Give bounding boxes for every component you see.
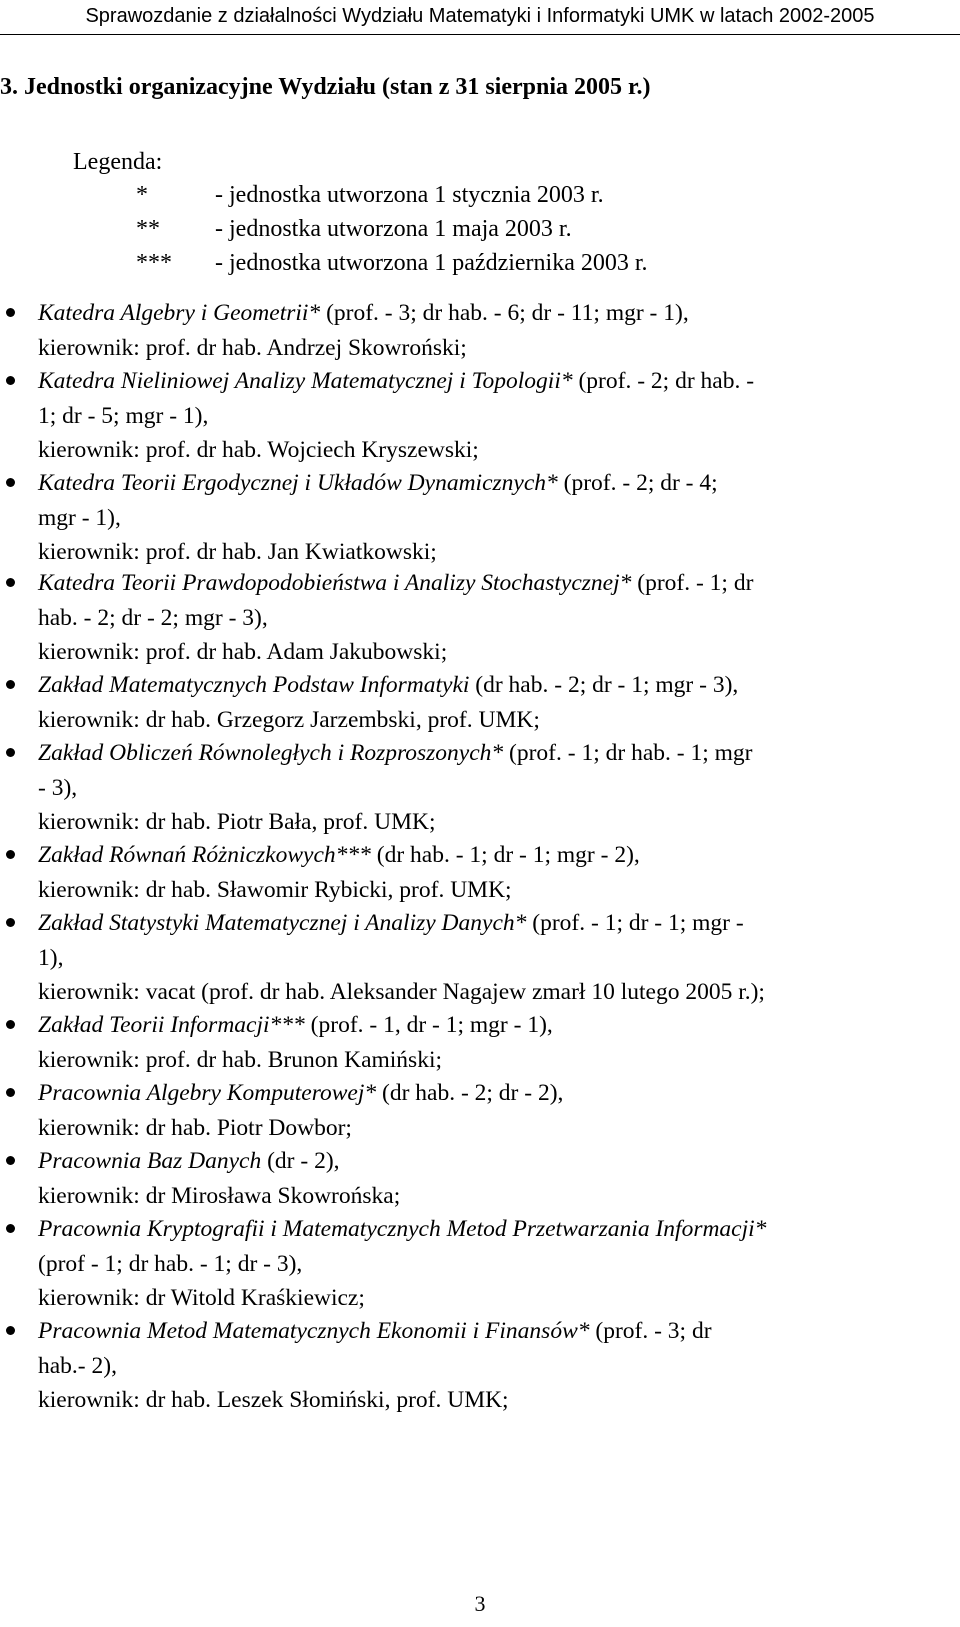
legend-title: Legenda: <box>73 149 163 175</box>
unit-item <box>0 566 960 670</box>
bullet-icon <box>6 376 15 385</box>
unit-name: Katedra Algebry i Geometrii* <box>38 300 321 326</box>
header-rule <box>0 34 960 35</box>
legend-description: - jednostka utworzona 1 maja 2003 r. <box>215 216 572 242</box>
unit-staff-counts: (prof. - 3; dr <box>589 1318 712 1344</box>
unit-staff-counts: (dr hab. - 2; dr - 1; mgr - 3), <box>469 672 739 698</box>
legend-mark: *** <box>136 250 172 276</box>
unit-first-line <box>38 566 932 601</box>
unit-name: Pracownia Algebry Komputerowej* <box>38 1080 377 1106</box>
unit-staff-counts: (prof. - 1; dr <box>631 570 754 596</box>
unit-head: kierownik: dr hab. Piotr Dowbor; <box>38 1114 352 1141</box>
bullet-icon <box>6 918 15 927</box>
unit-first-line <box>38 1314 932 1349</box>
legend-mark: ** <box>136 216 160 242</box>
legend-item <box>0 246 960 280</box>
unit-staff-counts-continued: 1; dr - 5; mgr - 1), <box>38 402 209 429</box>
unit-head: kierownik: dr hab. Grzegorz Jarzembski, prof. UMK; <box>38 706 540 733</box>
unit-item <box>0 1212 960 1316</box>
unit-staff-counts-continued: hab.- 2), <box>38 1352 117 1379</box>
unit-staff-counts: (dr hab. - 1; dr - 1; mgr - 2), <box>370 842 640 868</box>
legend-description: - jednostka utworzona 1 stycznia 2003 r. <box>215 182 604 208</box>
unit-head: kierownik: vacat (prof. dr hab. Aleksander Nagajew zmarł 10 lutego 2005 r.); <box>38 979 765 1006</box>
unit-staff-counts-continued: (prof - 1; dr hab. - 1; dr - 3), <box>38 1250 303 1277</box>
unit-head: kierownik: prof. dr hab. Brunon Kamiński; <box>38 1046 443 1073</box>
unit-item <box>0 906 960 1010</box>
unit-item <box>0 1314 960 1418</box>
bullet-icon <box>6 1224 15 1233</box>
unit-staff-counts: (prof. - 1, dr - 1; mgr - 1), <box>304 1012 553 1038</box>
unit-staff-counts: (prof. - 1; dr hab. - 1; mgr <box>503 740 753 766</box>
bullet-icon <box>6 680 15 689</box>
unit-head: kierownik: prof. dr hab. Adam Jakubowski; <box>38 639 448 666</box>
unit-item <box>0 838 960 907</box>
unit-head: kierownik: dr hab. Leszek Słomiński, prof. UMK; <box>38 1387 509 1414</box>
bullet-icon <box>6 1020 15 1029</box>
section-title: 3. Jednostki organizacyjne Wydziału (stan z 31 sierpnia 2005 r.) <box>0 74 651 100</box>
unit-staff-counts: (dr hab. - 2; dr - 2), <box>376 1080 564 1106</box>
running-header: Sprawozdanie z działalności Wydziału Matematyki i Informatyki UMK w latach 2002-2005 <box>85 5 875 27</box>
unit-staff-counts: (prof. - 2; dr hab. - <box>572 368 755 394</box>
unit-item <box>0 736 960 840</box>
unit-head: kierownik: dr Mirosława Skowrońska; <box>38 1182 401 1209</box>
unit-name: Pracownia Baz Danych <box>38 1148 262 1174</box>
unit-first-line <box>38 466 932 501</box>
unit-name: Katedra Nieliniowej Analizy Matematycznej i Topologii* <box>38 368 573 394</box>
unit-staff-counts-continued: - 3), <box>38 774 78 801</box>
unit-item <box>0 364 960 468</box>
legend-item <box>0 212 960 246</box>
unit-first-line <box>38 1212 932 1247</box>
unit-staff-counts: (prof. - 2; dr - 4; <box>557 470 718 496</box>
unit-staff-counts-continued: 1), <box>38 944 64 971</box>
legend-list <box>0 178 960 280</box>
unit-first-line <box>38 838 932 873</box>
unit-name: Pracownia Metod Matematycznych Ekonomii i Finansów* <box>38 1318 590 1344</box>
unit-staff-counts: (prof. - 1; dr - 1; mgr - <box>526 910 744 936</box>
bullet-icon <box>6 850 15 859</box>
unit-first-line <box>38 1144 932 1179</box>
unit-name: Zakład Obliczeń Równoległych i Rozproszonych* <box>38 740 504 766</box>
unit-first-line <box>38 364 932 399</box>
legend-mark: * <box>136 182 148 208</box>
unit-name: Katedra Teorii Ergodycznej i Układów Dynamicznych* <box>38 470 558 496</box>
unit-staff-counts: (dr - 2), <box>261 1148 340 1174</box>
page-number: 3 <box>474 1591 486 1616</box>
unit-first-line <box>38 1008 932 1043</box>
unit-item <box>0 668 960 737</box>
unit-item <box>0 1008 960 1077</box>
legend-item <box>0 178 960 212</box>
bullet-icon <box>6 1156 15 1165</box>
unit-first-line <box>38 736 932 771</box>
unit-head: kierownik: dr hab. Sławomir Rybicki, prof. UMK; <box>38 876 512 903</box>
unit-name: Pracownia Kryptografii i Matematycznych Metod Przetwarzania Informacji* <box>38 1216 767 1242</box>
unit-head: kierownik: prof. dr hab. Andrzej Skowroński; <box>38 334 467 361</box>
bullet-icon <box>6 478 15 487</box>
unit-staff-counts-continued: hab. - 2; dr - 2; mgr - 3), <box>38 604 268 631</box>
unit-name: Zakład Równań Różniczkowych*** <box>38 842 371 868</box>
bullet-icon <box>6 1088 15 1097</box>
unit-first-line <box>38 296 932 331</box>
unit-head: kierownik: prof. dr hab. Jan Kwiatkowski; <box>38 539 437 566</box>
unit-name: Zakład Teorii Informacji*** <box>38 1012 305 1038</box>
unit-staff-counts: (prof. - 3; dr hab. - 6; dr - 11; mgr - 1), <box>320 300 689 326</box>
unit-item <box>0 1076 960 1145</box>
unit-item <box>0 296 960 365</box>
legend-description: - jednostka utworzona 1 października 2003 r. <box>215 250 648 276</box>
bullet-icon <box>6 308 15 317</box>
unit-staff-counts-continued: mgr - 1), <box>38 504 121 531</box>
unit-name: Zakład Matematycznych Podstaw Informatyki <box>38 672 470 698</box>
unit-head: kierownik: dr Witold Kraśkiewicz; <box>38 1285 365 1312</box>
unit-name: Katedra Teorii Prawdopodobieństwa i Analizy Stochastycznej* <box>38 570 632 596</box>
unit-item <box>0 466 960 570</box>
bullet-icon <box>6 1326 15 1335</box>
unit-first-line <box>38 668 932 703</box>
unit-head: kierownik: prof. dr hab. Wojciech Kryszewski; <box>38 437 479 464</box>
unit-first-line <box>38 906 932 941</box>
unit-head: kierownik: dr hab. Piotr Bała, prof. UMK; <box>38 809 436 836</box>
unit-first-line <box>38 1076 932 1111</box>
bullet-icon <box>6 748 15 757</box>
unit-name: Zakład Statystyki Matematycznej i Analizy Danych* <box>38 910 527 936</box>
bullet-icon <box>6 578 15 587</box>
unit-item <box>0 1144 960 1213</box>
